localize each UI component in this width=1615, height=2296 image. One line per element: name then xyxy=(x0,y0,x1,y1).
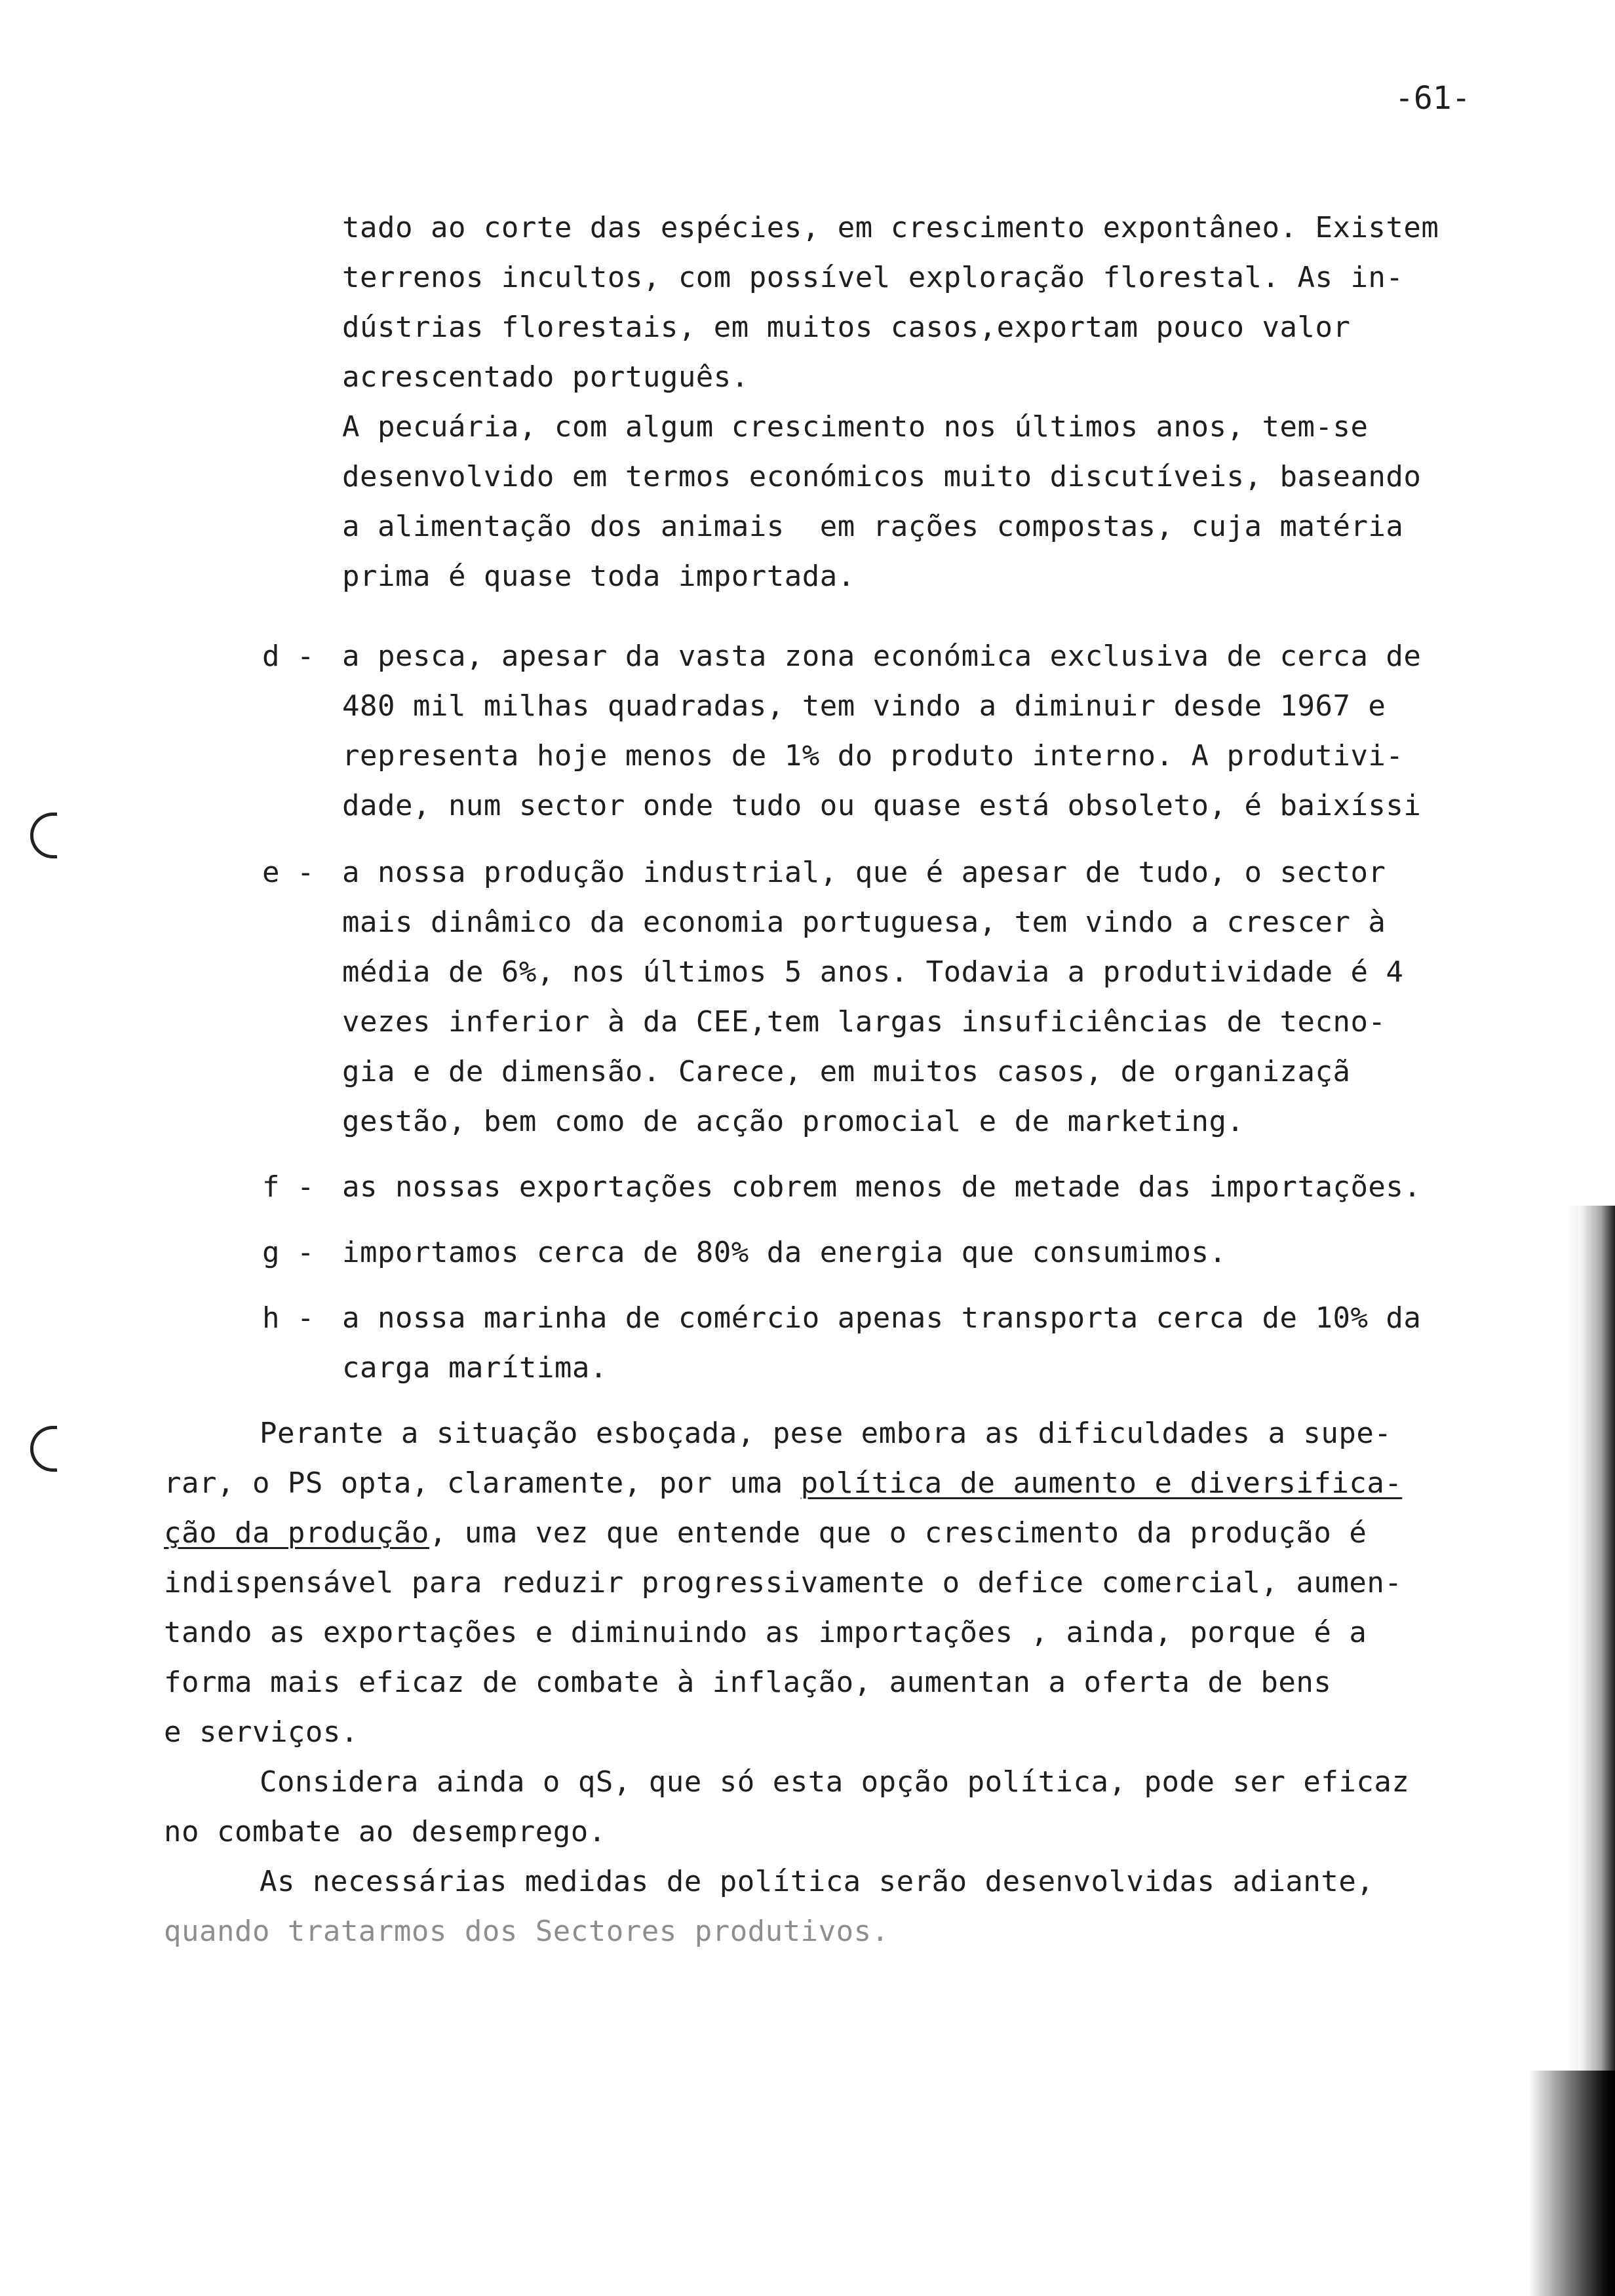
underlined-phrase: ção da produção xyxy=(164,1516,429,1550)
text-line: A pecuária, com algum crescimento nos últimos anos, tem-se xyxy=(342,410,1369,444)
list-item-e-line: a nossa produção industrial, que é apesar de tudo, o sector xyxy=(342,856,1386,889)
text-line xyxy=(164,1514,1367,1553)
list-item-letter-h: h - xyxy=(262,1301,315,1335)
list-item-f-line: as nossas exportações cobrem menos de metade das importações. xyxy=(342,1170,1422,1204)
text-line: e serviços. xyxy=(164,1715,359,1749)
list-item-h-line: a nossa marinha de comércio apenas transporta cerca de 10% da xyxy=(342,1301,1422,1335)
list-item-d-line: 480 mil milhas quadradas, tem vindo a diminuir desde 1967 e xyxy=(342,689,1386,723)
text-line: a alimentação dos animais em rações compostas, cuja matéria xyxy=(342,510,1404,543)
text-line: As necessárias medidas de política serão desenvolvidas adiante, xyxy=(260,1865,1374,1898)
text-line: indispensável para reduzir progressivamente o defice comercial, aumen- xyxy=(164,1566,1403,1599)
text-line: acrescentado português. xyxy=(342,360,749,394)
list-item-letter-f: f - xyxy=(262,1170,315,1204)
page-number: -61- xyxy=(1395,80,1471,117)
text-line xyxy=(164,1464,1402,1503)
list-item-e-line: gestão, bem como de acção promocial e de marketing. xyxy=(342,1105,1245,1138)
underlined-phrase: política de aumento e diversifica- xyxy=(800,1466,1403,1500)
list-item-d-line: a pesca, apesar da vasta zona económica exclusiva de cerca de xyxy=(342,640,1422,673)
text-line: forma mais eficaz de combate à inflação, aumentan a oferta de bens xyxy=(164,1666,1332,1699)
text-line: tando as exportações e diminuindo as importações , ainda, porque é a xyxy=(164,1616,1367,1649)
list-item-d-line: dade, num sector onde tudo ou quase está obsoleto, é baixíssi xyxy=(342,789,1422,822)
text-span: , uma vez que entende que o crescimento da produção é xyxy=(429,1516,1367,1550)
list-item-g-line: importamos cerca de 80% da energia que consumimos. xyxy=(342,1236,1227,1269)
scan-shadow xyxy=(1528,2071,1615,2296)
text-line: no combate ao desemprego. xyxy=(164,1815,606,1848)
text-line-faded: quando tratarmos dos Sectores produtivos. xyxy=(164,1915,889,1948)
text-line: dústrias florestais, em muitos casos,exportam pouco valor xyxy=(342,311,1351,344)
text-line: prima é quase toda importada. xyxy=(342,560,855,593)
list-item-h-line: carga marítima. xyxy=(342,1351,608,1385)
text-line: Considera ainda o qS, que só esta opção política, pode ser eficaz xyxy=(260,1765,1410,1799)
text-line: tado ao corte das espécies, em crescimento expontâneo. Existem xyxy=(342,211,1439,244)
list-item-letter-d: d - xyxy=(262,640,315,673)
text-line: terrenos incultos, com possível exploração florestal. As in- xyxy=(342,261,1404,294)
text-line: desenvolvido em termos económicos muito discutíveis, baseando xyxy=(342,460,1422,493)
list-item-e-line: vezes inferior à da CEE,tem largas insuficiências de tecno- xyxy=(342,1005,1386,1039)
list-item-e-line: gia e de dimensão. Carece, em muitos casos, de organizaçã xyxy=(342,1055,1351,1088)
list-item-d-line: representa hoje menos de 1% do produto interno. A produtivi- xyxy=(342,739,1404,773)
binder-hole-mark xyxy=(30,1426,57,1472)
text-span: rar, o PS opta, claramente, por uma xyxy=(164,1466,801,1500)
text-line: Perante a situação esboçada, pese embora as dificuldades a supe- xyxy=(260,1417,1392,1450)
list-item-e-line: mais dinâmico da economia portuguesa, tem vindo a crescer à xyxy=(342,906,1386,939)
binder-hole-mark xyxy=(30,813,57,858)
list-item-letter-g: g - xyxy=(262,1236,315,1269)
list-item-letter-e: e - xyxy=(262,856,315,889)
list-item-e-line: média de 6%, nos últimos 5 anos. Todavia a produtividade é 4 xyxy=(342,955,1404,989)
